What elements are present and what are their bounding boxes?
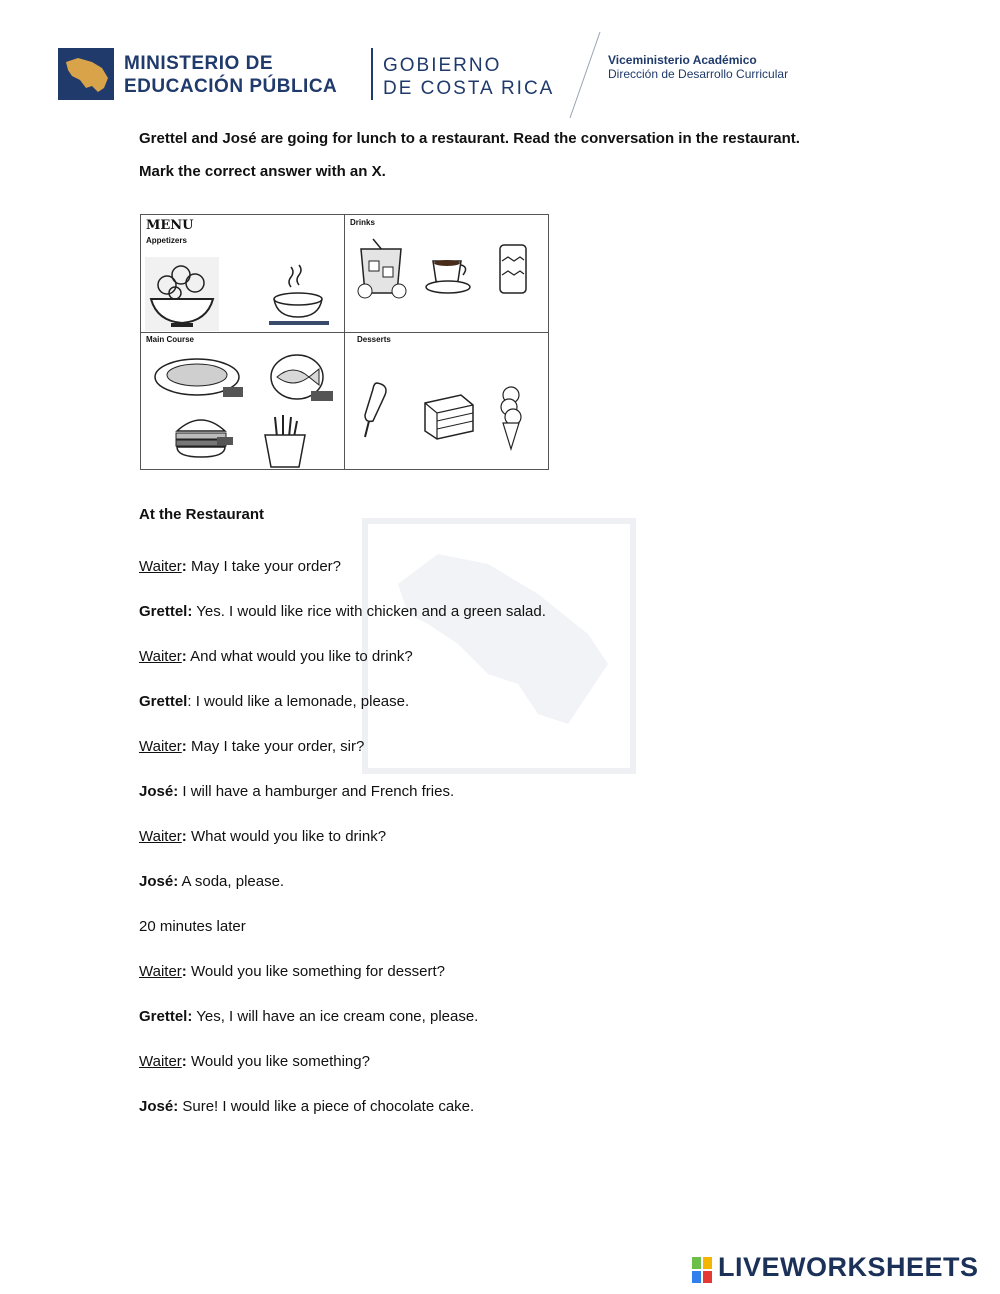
page-header	[0, 0, 1000, 120]
utterance-text: And what would you like to drink?	[186, 648, 413, 665]
drinks-label: Drinks	[350, 218, 375, 227]
utterance-text: : I would like a lemonade, please.	[187, 693, 410, 710]
utterance-text: I will have a hamburger and French fries.	[178, 783, 455, 800]
header-divider	[371, 48, 373, 100]
menu-card	[140, 214, 549, 470]
ice-pop-icon	[359, 381, 395, 441]
speaker-colon: :	[181, 738, 187, 755]
dialogue-line	[139, 603, 546, 620]
fish-plate-icon	[265, 349, 335, 405]
desserts-label: Desserts	[357, 335, 391, 344]
coffee-cup-icon	[423, 249, 473, 297]
instruction-line-2: Mark the correct answer with an X.	[139, 163, 386, 180]
speaker-name: Grettel:	[139, 1008, 193, 1025]
soda-can-icon	[497, 241, 529, 297]
appetizers-label: Appetizers	[146, 236, 187, 245]
utterance-text: Would you like something?	[186, 1053, 370, 1070]
speaker-colon: :	[181, 963, 187, 980]
utterance-text: May I take your order, sir?	[186, 738, 365, 755]
speaker-colon: :	[181, 828, 187, 845]
ice-cream-cone-icon	[497, 385, 525, 451]
dialogue-line	[139, 1098, 474, 1115]
liveworksheets-logo-icon	[692, 1257, 712, 1283]
speaker-name: Grettel	[139, 693, 188, 710]
utterance-text: What would you like to drink?	[186, 828, 387, 845]
government-name: GOBIERNO DE COSTA RICA	[383, 55, 555, 99]
speaker-name: José:	[139, 783, 179, 800]
menu-title: MENU	[146, 218, 194, 233]
speaker-colon: :	[181, 648, 187, 665]
speaker-name: José:	[139, 1098, 179, 1115]
dialogue-line	[139, 873, 284, 890]
dialogue-line	[139, 558, 341, 575]
french-fries-icon	[261, 413, 309, 469]
speaker-name: Waiter	[139, 738, 182, 755]
speaker-name: Grettel:	[139, 603, 193, 620]
rice-chicken-plate-icon	[153, 353, 245, 401]
mep-logo	[58, 48, 114, 100]
dialogue-line	[139, 693, 409, 710]
soup-bowl-icon	[265, 263, 331, 327]
utterance-text: Yes, I will have an ice cream cone, please.	[192, 1008, 479, 1025]
speaker-name: José:	[139, 873, 179, 890]
dialogue-line	[139, 783, 454, 800]
dialogue-line	[139, 648, 413, 665]
main-course-label: Main Course	[146, 335, 195, 344]
instruction-line-1: Grettel and José are going for lunch to a restaurant. Read the conversation in the restaurant.	[139, 130, 800, 147]
watermark-frame	[362, 518, 636, 774]
liveworksheets-brand: LIVEWORKSHEETS	[718, 1252, 979, 1282]
utterance-text: Yes. I would like rice with chicken and a green salad.	[192, 603, 546, 620]
dialogue-line	[139, 1053, 370, 1070]
speaker-name: Waiter	[139, 648, 182, 665]
utterance-text: 20 minutes later	[139, 918, 246, 935]
speaker-colon: :	[181, 558, 187, 575]
chocolate-cake-icon	[421, 391, 477, 441]
dialogue-title: At the Restaurant	[139, 506, 265, 523]
vice-title: Viceministerio Académico	[608, 53, 757, 67]
dialogue-line	[139, 918, 246, 935]
dialogue-line	[139, 963, 445, 980]
utterance-text: Sure! I would like a piece of chocolate cake.	[178, 1098, 475, 1115]
speaker-name: Waiter	[139, 963, 182, 980]
hamburger-icon	[171, 411, 235, 461]
dialogue-line	[139, 828, 386, 845]
lemonade-icon	[353, 237, 411, 299]
speaker-name: Waiter	[139, 828, 182, 845]
speaker-colon: :	[181, 1053, 187, 1070]
speaker-name: Waiter	[139, 1053, 182, 1070]
dialogue-line	[139, 738, 364, 755]
utterance-text: A soda, please.	[178, 873, 285, 890]
ministry-name: MINISTERIO DE EDUCACIÓN PÚBLICA	[124, 53, 338, 97]
dialogue-line	[139, 1008, 478, 1025]
utterance-text: May I take your order?	[186, 558, 342, 575]
costa-rica-map-watermark	[368, 524, 630, 768]
vice-subtitle: Dirección de Desarrollo Curricular	[608, 67, 789, 81]
speaker-name: Waiter	[139, 558, 182, 575]
salad-bowl-icon	[145, 257, 219, 331]
utterance-text: Would you like something for dessert?	[186, 963, 445, 980]
